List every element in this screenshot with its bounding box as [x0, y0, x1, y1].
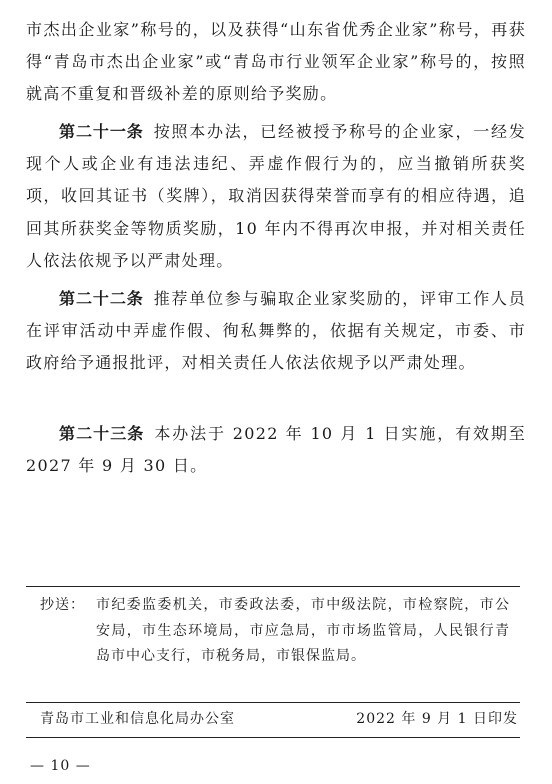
footer-rule-middle — [26, 702, 520, 703]
article-21 — [26, 116, 526, 277]
article-23 — [26, 418, 526, 482]
article-text: 推荐单位参与骗取企业家奖励的，评审工作人员在评审活动中弄虚作假、徇私舞弊的，依据有关规定，市委、市政府给予通报批评，对相关责任人依法依规予以严肃处理。 — [26, 289, 526, 373]
article-22 — [26, 283, 526, 380]
cc-block — [40, 593, 510, 670]
article-text: 本办法于 2022 年 10 月 1 日实施，有效期至 2027 年 9 月 30 日。 — [26, 424, 526, 476]
paragraph-continued — [26, 14, 526, 111]
issuing-office: 青岛市工业和信息化局办公室 — [40, 711, 235, 727]
article-heading: 第二十一条 — [59, 122, 144, 141]
footer-rule-top — [26, 586, 520, 587]
article-text: 按照本办法，已经被授予称号的企业家，一经发现个人或企业有违法违纪、弄虚作假行为的，应当撤销所获奖项，收回其证书（奖牌），取消因获得荣誉而享有的相应待遇，追回其所获奖金等物质奖励，10 年内不得再次申报，并对相关责任人依法依规予以严肃处理。 — [26, 122, 526, 270]
paragraph-text: 市杰出企业家”称号的，以及获得“山东省优秀企业家”称号，再获得“青岛市杰出企业家”或“青岛市行业领军企业家”称号的，按照就高不重复和晋级补差的原则给予奖励。 — [26, 20, 526, 104]
article-heading: 第二十三条 — [59, 424, 145, 443]
cc-list: 市纪委监委机关，市委政法委，市中级法院，市检察院，市公安局，市生态环境局，市应急局，市市场监管局，人民银行青岛市中心支行，市税务局，市银保监局。 — [96, 597, 510, 664]
article-heading: 第二十二条 — [59, 289, 144, 308]
cc-label: 抄送： — [40, 597, 85, 613]
issue-date: 2022 年 9 月 1 日印发 — [356, 711, 518, 727]
page-number: — 10 — — [30, 758, 91, 774]
footer-rule-bottom — [26, 737, 520, 738]
